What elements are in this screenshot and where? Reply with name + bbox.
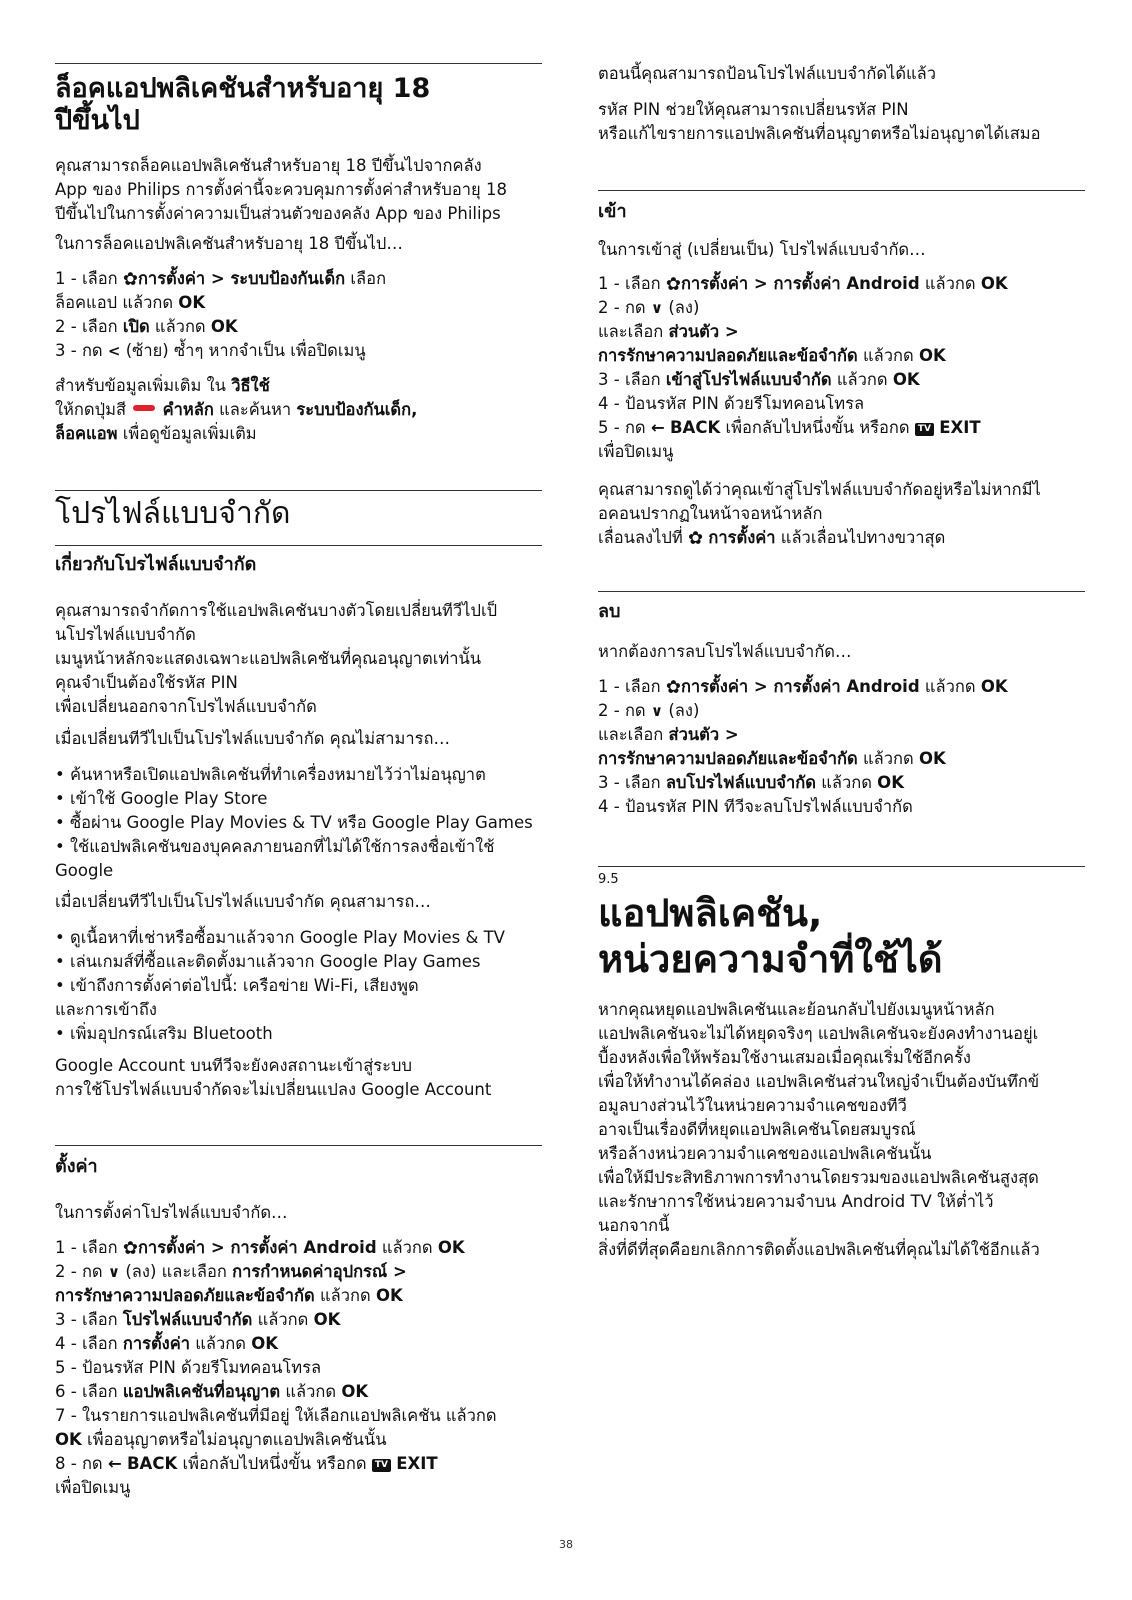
- gear-icon: ✿: [122, 269, 138, 290]
- section-divider: [598, 866, 1085, 867]
- step-1: 1 - เลือก ✿การตั้งค่า > การตั้งค่า Android แล้วกด OK: [55, 1238, 465, 1259]
- lock18-steps: 1 - เลือก ✿การตั้งค่า > ระบบป้องกันเด็ก เลือก ล็อคแอป แล้วกด OK 2 - เลือก เปิด แล้วกด OK 3 - กด < (ซ้าย) ซ้ำๆ หากจำเป็น เพื่อปิดเมนู: [55, 267, 542, 363]
- list-item: • ค้นหาหรือเปิดแอปพลิเคชันที่ทำเครื่องหมายไว้ว่าไม่อนุญาต: [55, 765, 486, 784]
- settings-title: ตั้งค่า: [55, 1156, 98, 1177]
- step-3: 3 - กด < (ซ้าย) ซ้ำๆ หากจำเป็น เพื่อปิดเมนู: [55, 339, 542, 363]
- enter-title: เข้า: [598, 201, 627, 222]
- step-3: 3 - เลือก โปรไฟล์แบบจำกัด แล้วกด OK: [55, 1310, 341, 1329]
- step-6: 6 - เลือก แอปพลิเคชันที่อนุญาต แล้วกด OK: [55, 1382, 369, 1401]
- list-item: • เล่นเกมส์ที่ซื้อและติดตั้งมาแล้วจาก Google Play Games: [55, 952, 481, 971]
- can-lead: เมื่อเปลี่ยนทีวีไปเป็นโปรไฟล์แบบจำกัด คุณสามารถ…: [55, 892, 431, 911]
- list-item: • ซื้อผ่าน Google Play Movies & TV หรือ Google Play Games: [55, 813, 533, 832]
- tv-icon: TV: [372, 1459, 391, 1472]
- apps-memory-title: แอปพลิเคชัน, หน่วยความจำที่ใช้ได้: [598, 891, 943, 981]
- about-restricted-body: คุณสามารถจำกัดการใช้แอปพลิเคชันบางตัวโดยเปลี่ยนทีวีไปเป็ นโปรไฟล์แบบจำกัด เมนูหน้าหลักจะแสดงเฉพาะแอปพลิเคชันที่คุณอนุญาตเท่านั้น คุณจำเป็นต้องใช้รหัส PIN เพื่อเปลี่ยนออกจากโปรไฟล์แบบจำกัด: [55, 601, 498, 716]
- settings-lead: ในการตั้งค่าโปรไฟล์แบบจำกัด…: [55, 1203, 288, 1222]
- back-arrow-icon: ←: [650, 418, 665, 437]
- step-5: 5 - ป้อนรหัส PIN ด้วยรีโมทคอนโทรล: [55, 1358, 322, 1377]
- back-arrow-icon: ←: [107, 1454, 122, 1473]
- step-1: 1 - เลือก ✿การตั้งค่า > ระบบป้องกันเด็ก เลือก: [55, 269, 387, 290]
- enter-note: คุณสามารถดูได้ว่าคุณเข้าสู่โปรไฟล์แบบจำกัดอยู่หรือไม่หากมีไ อคอนปรากฏในหน้าจอหน้าหลัก เลื่อนลงไปที่ ✿ การตั้งค่า แล้วเลื่อนไปทางขวาสุด: [598, 480, 1041, 549]
- tv-icon: TV: [915, 423, 934, 436]
- settings-steps: 1 - เลือก ✿การตั้งค่า > การตั้งค่า Android แล้วกด OK 2 - กด ∨ (ลง) และเลือก การกำหนดค่าอุปกรณ์ > การรักษาความปลอดภัยและข้อจำกัด แล้วกด OK 3 - เลือก โปรไฟล์แบบจำกัด แล้วกด OK 4 - เลือก การตั้งค่า แล้วกด OK 5 - ป้อนรหัส PIN ด้วยรีโมทคอนโทรล 6 - เลือก แอปพลิเคชันที่อนุญาต แล้วกด OK 7 - ในรายการแอปพลิเคชันที่มีอยู่ ให้เลือกแอปพลิเคชัน แล้วกด OK เพื่ออนุญาตหรือไม่อนุญาตแอปพลิเคชันนั้น 8 - กด ← BACK เพื่อกลับไปหนึ่งขั้น หรือกด TV EXIT เพื่อปิดเมนู: [55, 1236, 542, 1500]
- step-3: 3 - เลือก ลบโปรไฟล์แบบจำกัด แล้วกด OK: [598, 773, 904, 792]
- lock18-title: ล็อคแอปพลิเคชันสำหรับอายุ 18 ปีขึ้นไป: [55, 73, 431, 136]
- section-divider: [55, 545, 542, 546]
- list-item: • เข้าใช้ Google Play Store: [55, 789, 268, 808]
- step-4: 4 - ป้อนรหัส PIN ด้วยรีโมทคอนโทรล: [598, 394, 865, 413]
- section-divider: [55, 63, 542, 64]
- gear-icon: ✿: [122, 1238, 138, 1259]
- list-item: • ใช้แอปพลิเคชันของบุคคลภายนอกที่ไม่ได้ใช้การลงชื่อเข้าใช้: [55, 837, 495, 856]
- account-note: Google Account บนทีวีจะยังคงสถานะเข้าสู่ระบบ การใช้โปรไฟล์แบบจำกัดจะไม่เปลี่ยนแปลง Google Account: [55, 1056, 492, 1099]
- lock18-intro: คุณสามารถล็อคแอปพลิเคชันสำหรับอายุ 18 ปีขึ้นไปจากคลัง App ของ Philips การตั้งค่านี้จะควบคุมการตั้งค่าสำหรับอายุ 18 ปีขึ้นไปในการตั้งค่าความเป็นส่วนตัวของคลัง App ของ Philips: [55, 156, 507, 223]
- page-number: 38: [559, 1538, 573, 1551]
- list-item: • เพิ่มอุปกรณ์เสริม Bluetooth: [55, 1024, 273, 1043]
- step-7: 7 - ในรายการแอปพลิเคชันที่มีอยู่ ให้เลือกแอปพลิเคชัน แล้วกด: [55, 1406, 497, 1425]
- lock18-more-info: สำหรับข้อมูลเพิ่มเติม ใน วิธีใช้ ให้กดปุ่มสี คำหลัก และค้นหา ระบบป้องกันเด็ก, ล็อคแอพ เพื่อดูข้อมูลเพิ่มเติม: [55, 376, 418, 443]
- chevron-left-icon: <: [107, 342, 121, 360]
- step-2: 2 - กด ∨ (ลง): [598, 699, 1085, 723]
- section-divider: [598, 190, 1085, 191]
- gear-icon: ✿: [665, 274, 681, 295]
- section-divider: [55, 490, 542, 491]
- step-1: 1 - เลือก ✿การตั้งค่า > การตั้งค่า Android แล้วกด OK: [598, 274, 1008, 295]
- chevron-down-icon: ∨: [650, 299, 664, 317]
- chevron-down-icon: ∨: [650, 702, 664, 720]
- delete-lead: หากต้องการลบโปรไฟล์แบบจำกัด…: [598, 642, 852, 661]
- cannot-lead: เมื่อเปลี่ยนทีวีไปเป็นโปรไฟล์แบบจำกัด คุณไม่สามารถ…: [55, 729, 451, 748]
- section-number: 9.5: [598, 872, 619, 887]
- enter-steps: 1 - เลือก ✿การตั้งค่า > การตั้งค่า Android แล้วกด OK 2 - กด ∨ (ลง) และเลือก ส่วนตัว > การรักษาความปลอดภัยและข้อจำกัด แล้วกด OK 3 - เลือก เข้าสู่โปรไฟล์แบบจำกัด แล้วกด OK 4 - ป้อนรหัส PIN ด้วยรีโมทคอนโทรล 5 - กด ← BACK เพื่อกลับไปหนึ่งขั้น หรือกด TV EXIT เพื่อปิดเมนู: [598, 272, 1085, 464]
- gear-icon: ✿: [665, 677, 681, 698]
- step-4: 4 - เลือก การตั้งค่า แล้วกด OK: [55, 1334, 279, 1353]
- step-2: 2 - กด ∨ (ลง): [598, 296, 1085, 320]
- chevron-down-icon: ∨: [107, 1263, 121, 1281]
- gear-icon: ✿: [688, 528, 704, 549]
- step-5: 5 - กด ← BACK เพื่อกลับไปหนึ่งขั้น หรือกด TV EXIT: [598, 416, 1085, 440]
- step-1: 1 - เลือก ✿การตั้งค่า > การตั้งค่า Android แล้วกด OK: [598, 677, 1008, 698]
- red-color-key-icon: [133, 405, 155, 411]
- can-list: • ดูเนื้อหาที่เช่าหรือซื้อมาแล้วจาก Google Play Movies & TV • เล่นเกมส์ที่ซื้อและติดตั้งมาแล้วจาก Google Play Games • เข้าถึงการตั้งค่าต่อไปนี้: เครือข่าย Wi-Fi, เสียงพูด และการเข้าถึง • เพิ่มอุปกรณ์เสริม Bluetooth: [55, 926, 542, 1046]
- restricted-continued: ตอนนี้คุณสามารถป้อนโปรไฟล์แบบจำกัดได้แล้ว รหัส PIN ช่วยให้คุณสามารถเปลี่ยนรหัส PIN หรือแก้ไขรายการแอปพลิเคชันที่อนุญาตหรือไม่อนุญาตได้เสมอ: [598, 64, 1041, 143]
- list-item: • ดูเนื้อหาที่เช่าหรือซื้อมาแล้วจาก Google Play Movies & TV: [55, 928, 505, 947]
- step-8: 8 - กด ← BACK เพื่อกลับไปหนึ่งขั้น หรือกด TV EXIT: [55, 1452, 542, 1476]
- step-4: 4 - ป้อนรหัส PIN ทีวีจะลบโปรไฟล์แบบจำกัด: [598, 797, 913, 816]
- delete-steps: 1 - เลือก ✿การตั้งค่า > การตั้งค่า Android แล้วกด OK 2 - กด ∨ (ลง) และเลือก ส่วนตัว > การรักษาความปลอดภัยและข้อจำกัด แล้วกด OK 3 - เลือก ลบโปรไฟล์แบบจำกัด แล้วกด OK 4 - ป้อนรหัส PIN ทีวีจะลบโปรไฟล์แบบจำกัด: [598, 675, 1085, 819]
- list-item: • เข้าถึงการตั้งค่าต่อไปนี้: เครือข่าย Wi-Fi, เสียงพูด: [55, 976, 419, 995]
- apps-memory-body: หากคุณหยุดแอปพลิเคชันและย้อนกลับไปยังเมนูหน้าหลัก แอปพลิเคชันจะไม่ได้หยุดจริงๆ แอปพลิเคชันจะยังคงทำงานอยู่เ บื้องหลังเพื่อให้พร้อมใช้งานเสมอเมื่อคุณเริ่มใช้อีกครั้ง เพื่อให้ทำงานได้คล่อง แอปพลิเคชันส่วนใหญ่จำเป็นต้องบันทึกข้ อมูลบางส่วนไว้ในหน่วยความจำแคชของทีวี อาจเป็นเรื่องดีที่หยุดแอปพลิเคชันโดยสมบูรณ์ หรือล้างหน่วยความจำแคชของแอปพลิเคชันนั้น เพื่อให้มีประสิทธิภาพการทำงานโดยรวมของแอปพลิเคชันสูงสุด และรักษาการใช้หน่วยความจำบน Android TV ให้ต่ำไว้ นอกจากนี้ สิ่งที่ดีที่สุดคือยกเลิกการติดตั้งแอปพลิเคชันที่คุณไม่ได้ใช้อีกแล้ว: [598, 1000, 1040, 1259]
- step-2: 2 - เลือก เปิด แล้วกด OK: [55, 317, 238, 336]
- lock18-lead: ในการล็อคแอปพลิเคชันสำหรับอายุ 18 ปีขึ้นไป…: [55, 234, 403, 253]
- section-divider: [598, 591, 1085, 592]
- about-restricted-title: เกี่ยวกับโปรไฟล์แบบจำกัด: [55, 554, 257, 575]
- restricted-title: โปรไฟล์แบบจำกัด: [55, 496, 291, 531]
- step-3: 3 - เลือก เข้าสู่โปรไฟล์แบบจำกัด แล้วกด OK: [598, 370, 920, 389]
- step-2: 2 - กด ∨ (ลง) และเลือก การกำหนดค่าอุปกรณ์ >: [55, 1260, 542, 1284]
- section-divider: [55, 1145, 542, 1146]
- cannot-list: • ค้นหาหรือเปิดแอปพลิเคชันที่ทำเครื่องหมายไว้ว่าไม่อนุญาต • เข้าใช้ Google Play Store • ซื้อผ่าน Google Play Movies & TV หรือ Google Play Games • ใช้แอปพลิเคชันของบุคคลภายนอกที่ไม่ได้ใช้การลงชื่อเข้าใช้ Google: [55, 763, 542, 883]
- enter-lead: ในการเข้าสู่ (เปลี่ยนเป็น) โปรไฟล์แบบจำกัด…: [598, 240, 926, 259]
- delete-title: ลบ: [598, 601, 621, 622]
